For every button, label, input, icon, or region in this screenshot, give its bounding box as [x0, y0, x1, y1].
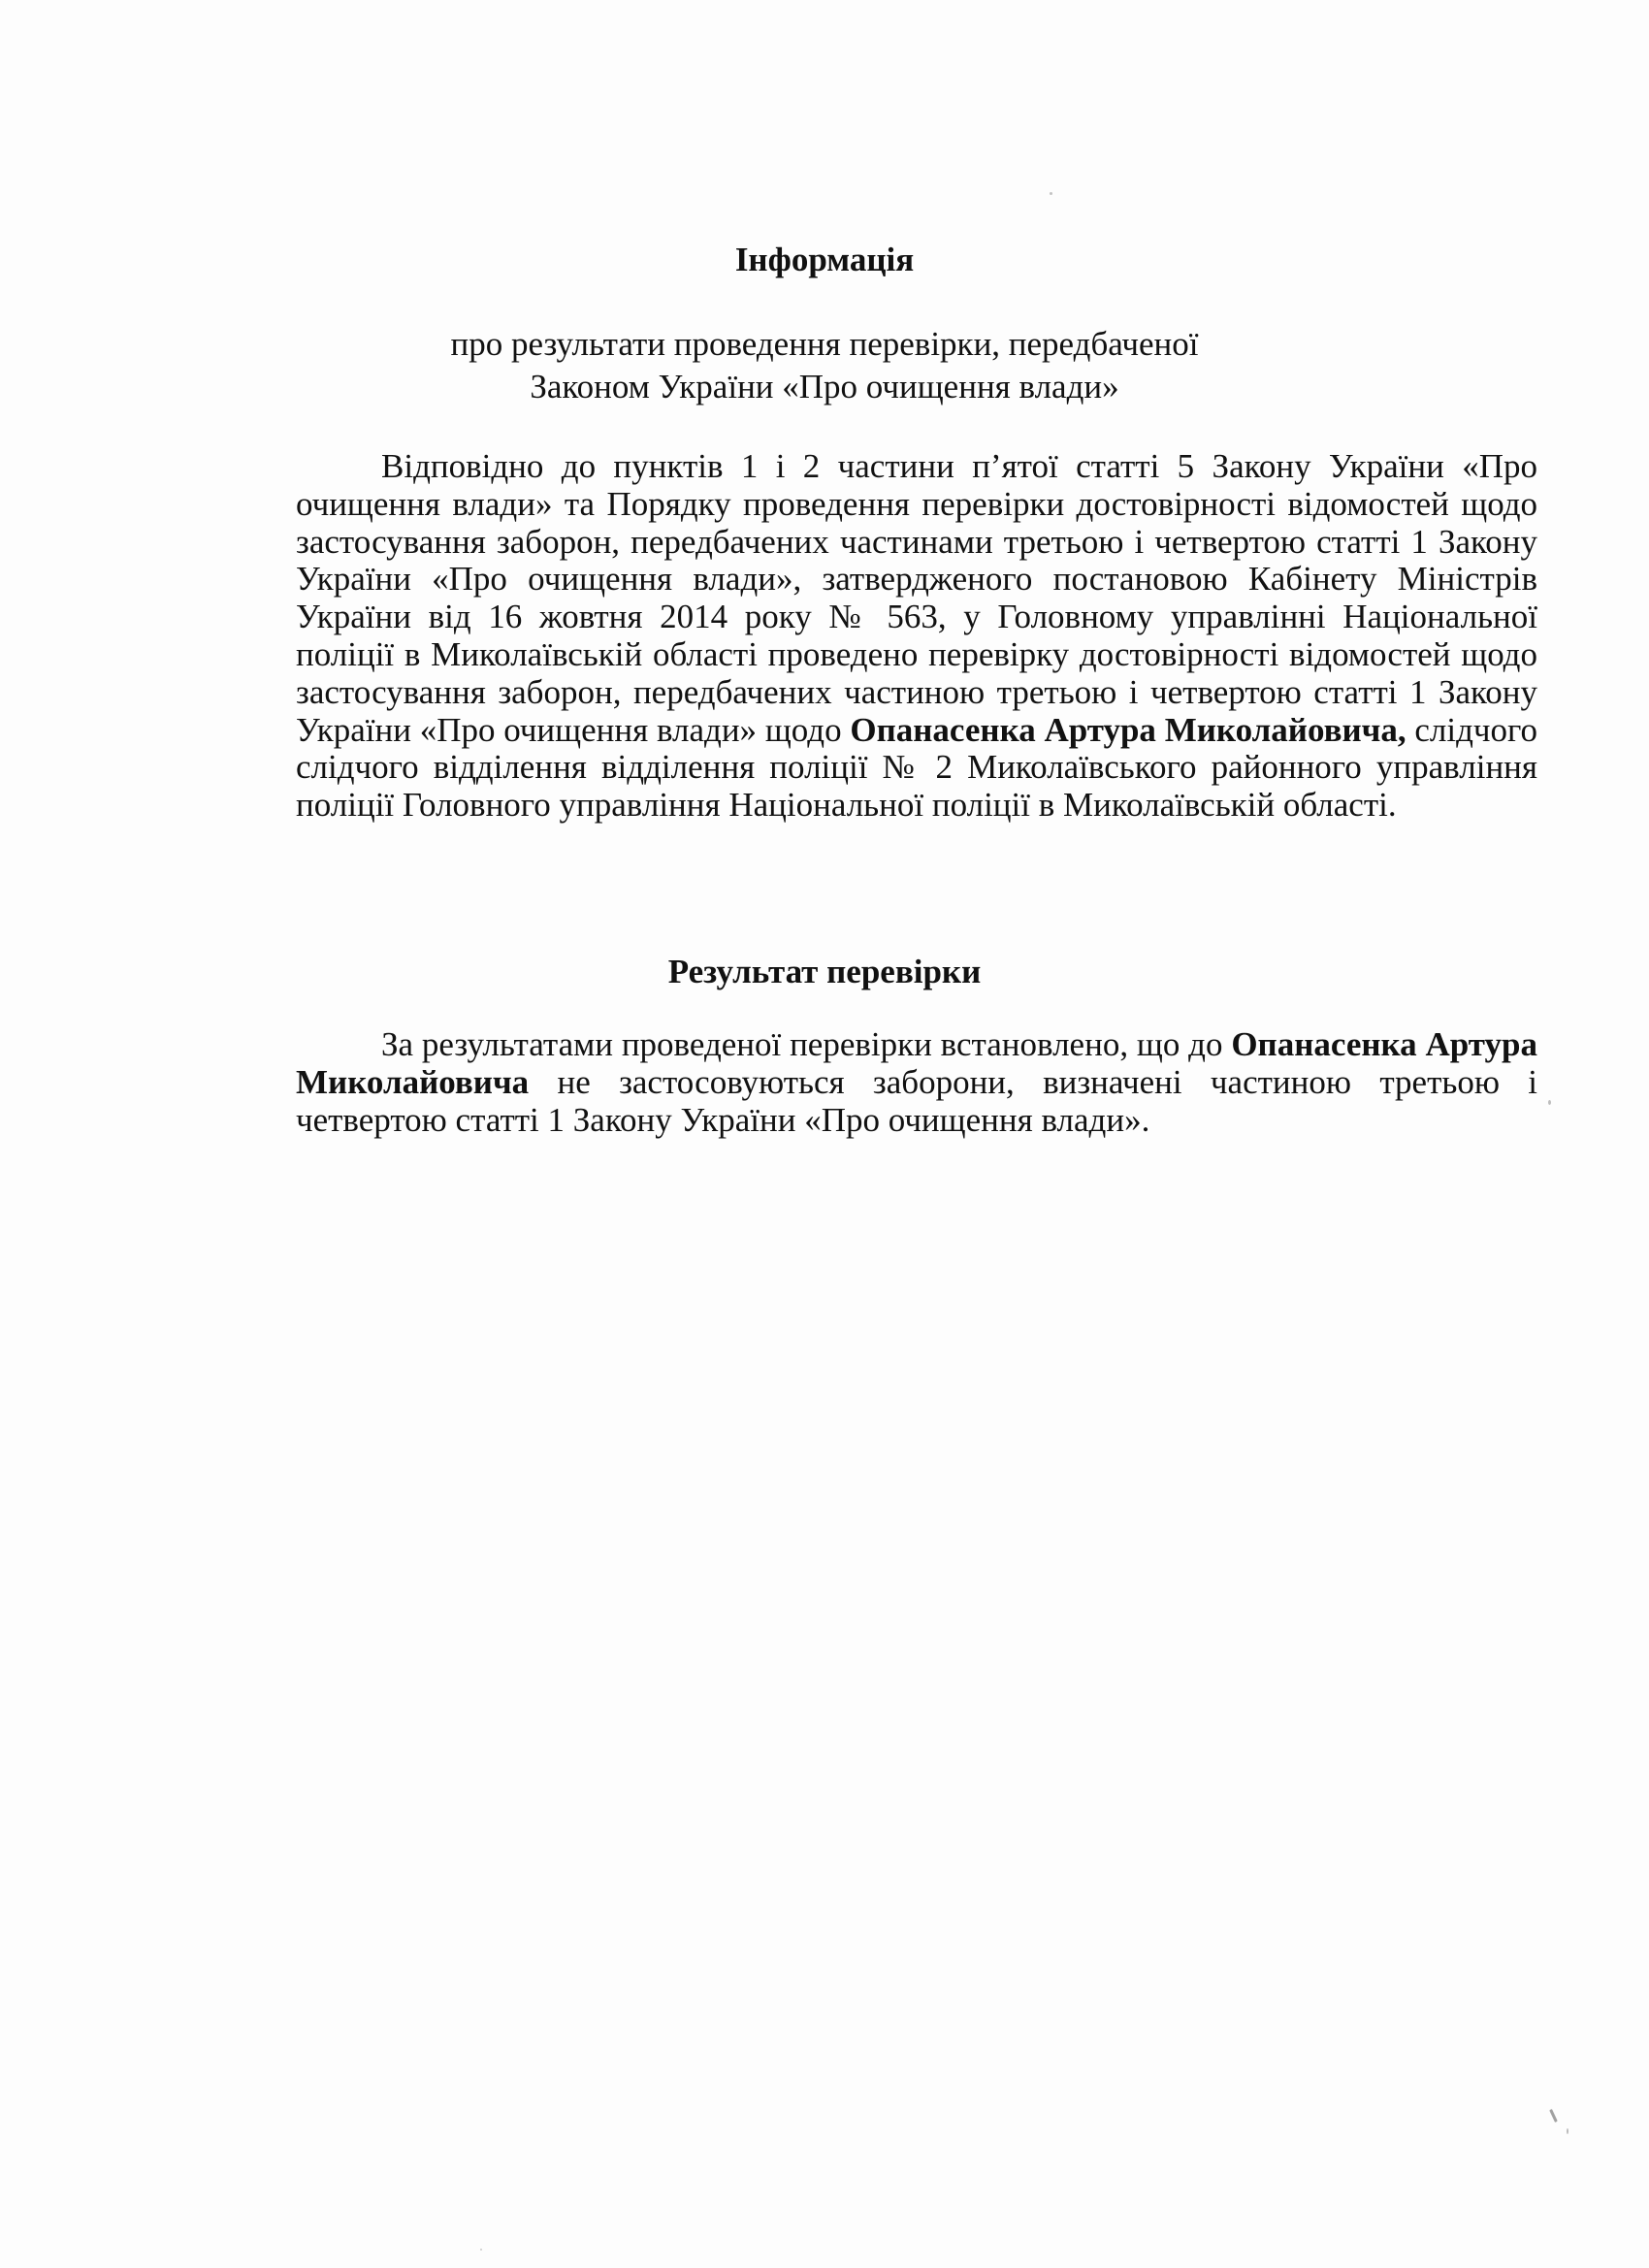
- scan-speck: [1050, 192, 1052, 195]
- document-title: Інформація: [734, 241, 915, 278]
- paragraph-2-text-end: не застосовуються заборони, визначені частиною третьою і четвертою статті 1 Закону України «Про очищення влади».: [296, 1062, 1538, 1139]
- result-paragraph: [296, 1026, 1537, 1139]
- person-name-bold-2: Опанасенка Артура Миколайовича: [296, 1025, 1537, 1101]
- paragraph-1-text-end: слідчого слідчого відділення відділення поліції № 2 Миколаївського районного управління поліції Головного управління Національної поліції в Миколаївській області.: [296, 710, 1538, 825]
- scan-speck: [480, 2249, 482, 2251]
- subtitle-line-1: про результати проведення перевірки, передбаченої: [450, 325, 1199, 363]
- scan-speck: [1567, 2128, 1568, 2134]
- scan-speck: [1549, 2109, 1558, 2122]
- subtitle-line-2: Законом України «Про очищення влади»: [530, 368, 1119, 405]
- document-subtitle: [0, 323, 1649, 408]
- result-heading: Результат перевірки: [667, 953, 982, 990]
- person-name-bold: Опанасенка Артура Миколайовича,: [850, 710, 1406, 749]
- verification-paragraph: [296, 448, 1537, 825]
- paragraph-2-text-start: За результатами проведеної перевірки встановлено, що до: [381, 1025, 1223, 1063]
- paragraph-1-text-start: Відповідно до пунктів 1 і 2 частини п’ятої статті 5 Закону України «Про очищення влади» та Порядку проведення перевірки достовірності відомостей щодо застосування заборон, передбачених частинами третьою і четвертою статті 1 Закону України «Про очищення влади», затвердженого постановою Кабінету Міністрів України від 16 жовтня 2014 року № 563, у Головному управлінні Національної поліції в Миколаївській області проведено перевірку достовірності відомостей щодо застосування заборон, передбачених частиною третьою і четвертою статті 1 Закону України «Про очищення влади» щодо: [296, 447, 1537, 749]
- scan-speck: [1548, 1100, 1551, 1105]
